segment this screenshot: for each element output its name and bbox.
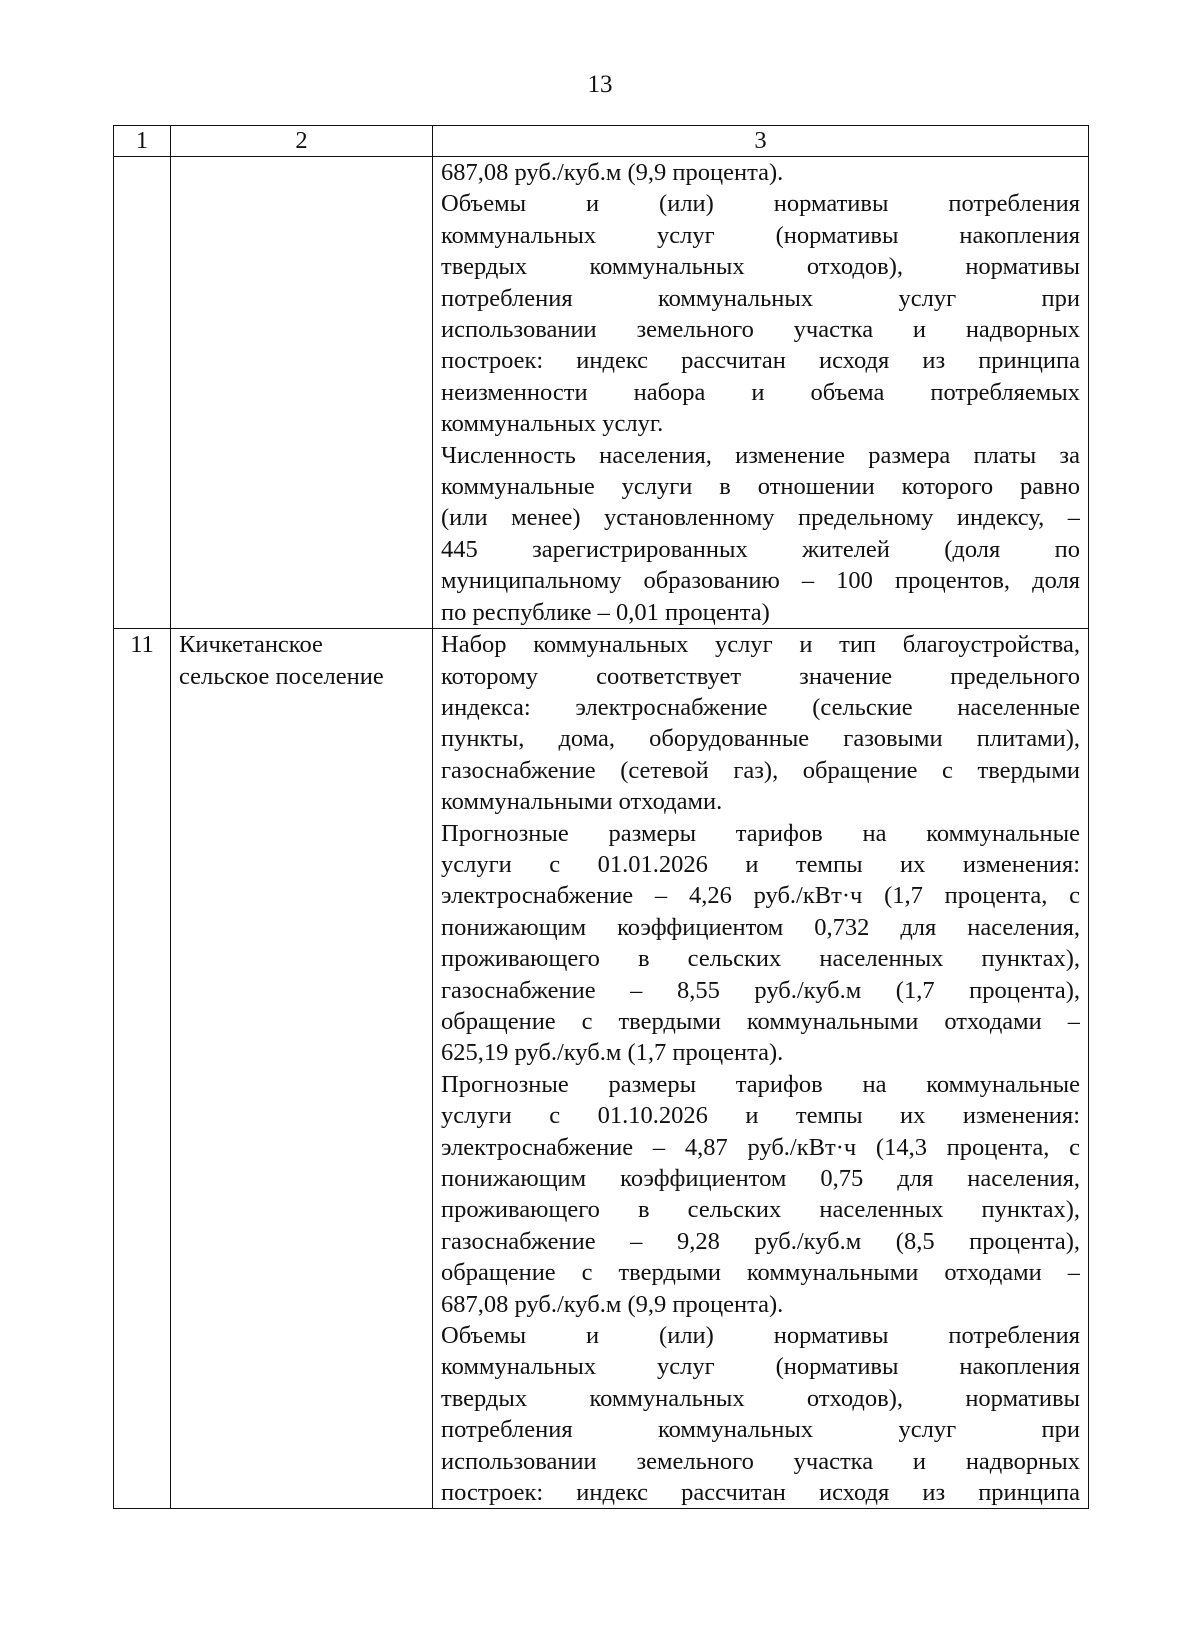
text-line: услуги с 01.01.2026 и темпы их изменения: (441, 850, 1080, 878)
text-line: Объемы и (или) нормативы потребления (441, 190, 1080, 218)
text-line: потребления коммунальных услуг при (441, 284, 1080, 312)
text-line: коммунальных услуг. (441, 410, 664, 438)
tariff-table (113, 125, 1089, 1509)
table-header-row (114, 126, 1089, 157)
text-line: твердых коммунальных отходов), нормативы (441, 253, 1080, 281)
text-line: муниципальному образованию – 100 процентов, доля (441, 567, 1080, 595)
text-line: твердых коммунальных отходов), нормативы (441, 1384, 1080, 1412)
table-row (114, 629, 1089, 1509)
text-line: потребления коммунальных услуг при (441, 1416, 1080, 1444)
text-line: проживающего в сельских населенных пунктах), (441, 1196, 1080, 1224)
text-line: обращение с твердыми коммунальными отходами – (441, 1259, 1080, 1287)
text-line: электроснабжение – 4,26 руб./кВт·ч (1,7 процента, с (441, 882, 1080, 910)
text-line: (или менее) установленному предельному индексу, – (441, 504, 1080, 532)
column-header: 1 (114, 126, 171, 157)
table-row (114, 157, 1089, 629)
row-number: 11 (114, 629, 171, 1509)
text-line: 445 зарегистрированных жителей (доля по (441, 535, 1080, 563)
text-line: Объемы и (или) нормативы потребления (441, 1322, 1080, 1350)
text-line: использовании земельного участка и надворных (441, 316, 1080, 344)
text-line: газоснабжение – 8,55 руб./куб.м (1,7 процента), (441, 976, 1080, 1004)
text-line: проживающего в сельских населенных пунктах), (441, 945, 1080, 973)
text-line: электроснабжение – 4,87 руб./кВт·ч (14,3 процента, с (441, 1133, 1080, 1161)
text-line: газоснабжение – 9,28 руб./куб.м (8,5 процента), (441, 1227, 1080, 1255)
text-line: обращение с твердыми коммунальными отходами – (441, 1007, 1080, 1035)
text-line: 625,19 руб./куб.м (1,7 процента). (441, 1039, 784, 1067)
text-line: услуги с 01.10.2026 и темпы их изменения: (441, 1102, 1080, 1130)
text-line: газоснабжение (сетевой газ), обращение с твердыми (441, 756, 1080, 784)
text-line: 687,08 руб./куб.м (9,9 процента). (441, 1290, 784, 1318)
text-line: построек: индекс рассчитан исходя из принципа (441, 1479, 1080, 1507)
text-line: построек: индекс рассчитан исходя из принципа (441, 347, 1080, 375)
settlement-name (171, 157, 433, 629)
row-description (433, 157, 1089, 629)
text-line: Численность населения, изменение размера платы за (441, 441, 1080, 469)
name-line: сельское поселение (179, 662, 384, 690)
text-line: неизменности набора и объема потребляемых (441, 378, 1080, 406)
text-line: которому соответствует значение предельного (441, 662, 1080, 690)
text-line: Прогнозные размеры тарифов на коммунальные (441, 1070, 1080, 1098)
text-line: по республике – 0,01 процента) (441, 598, 770, 626)
text-line: Прогнозные размеры тарифов на коммунальные (441, 819, 1080, 847)
text-line: понижающим коэффициентом 0,732 для населения, (441, 913, 1080, 941)
text-line: коммунальные услуги в отношении которого равно (441, 473, 1080, 501)
text-line: коммунальных услуг (нормативы накопления (441, 1353, 1080, 1381)
settlement-name (171, 629, 433, 1509)
text-line: индекса: электроснабжение (сельские населенные (441, 693, 1080, 721)
text-line: коммунальными отходами. (441, 788, 723, 816)
text-line: коммунальных услуг (нормативы накопления (441, 221, 1080, 249)
text-line: пункты, дома, оборудованные газовыми плитами), (441, 725, 1080, 753)
text-line: 687,08 руб./куб.м (9,9 процента). (441, 159, 784, 186)
text-line: понижающим коэффициентом 0,75 для населения, (441, 1165, 1080, 1192)
text-line: использовании земельного участка и надворных (441, 1447, 1080, 1475)
row-number (114, 157, 171, 629)
column-header: 2 (171, 126, 433, 157)
row-description (433, 629, 1089, 1509)
text-line: Набор коммунальных услуг и тип благоустройства, (441, 631, 1080, 659)
page-number: 13 (587, 71, 613, 98)
name-line: Кичкетанское (179, 631, 323, 659)
column-header: 3 (433, 126, 1089, 157)
